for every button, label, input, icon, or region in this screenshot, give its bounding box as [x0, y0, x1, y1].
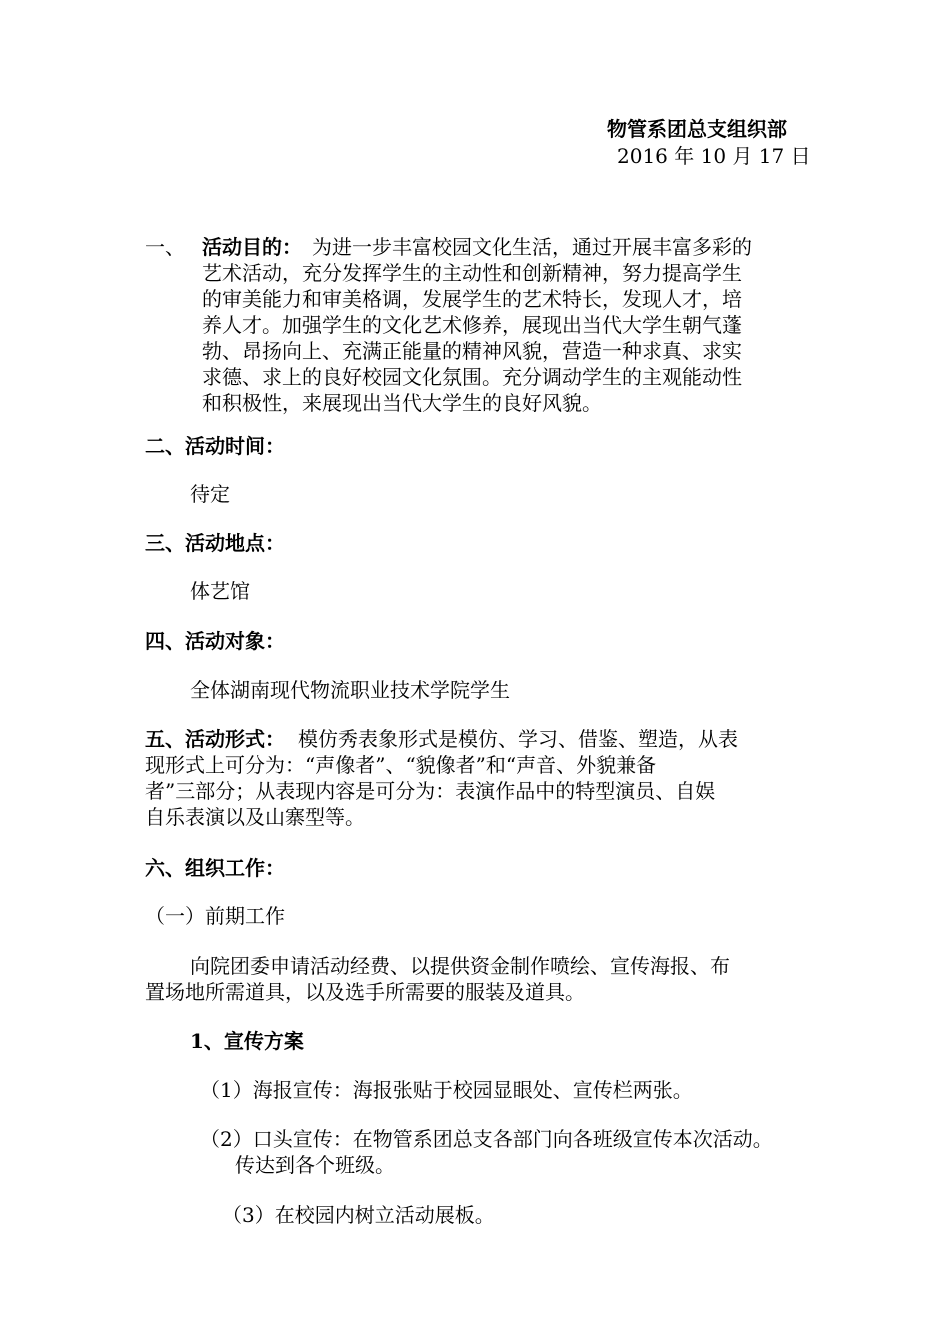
section1-line: 和积极性，来展现出当代大学生的良好风貌。	[202, 391, 602, 415]
section3-heading: 三、活动地点：	[145, 531, 285, 555]
section4-content: 全体湖南现代物流职业技术学院学生	[190, 678, 510, 702]
section1-line: 养人才。加强学生的文化艺术修养，展现出当代大学生朝气蓬	[202, 313, 742, 337]
section1-line: 勃、昂扬向上、充满正能量的精神风貌，营造一种求真、求实	[202, 339, 742, 363]
subsection-prep-work: （一）前期工作	[145, 904, 285, 928]
section1-line: 艺术活动，充分发挥学生的主动性和创新精神，努力提高学生	[202, 261, 742, 285]
department-name: 物管系团总支组织部	[607, 117, 787, 141]
section1-line: 的审美能力和审美格调，发展学生的艺术特长，发现人才，培	[202, 287, 742, 311]
section1-line: 求德、求上的良好校园文化氛围。充分调动学生的主观能动性	[202, 365, 742, 389]
section5-line: 自乐表演以及山寨型等。	[145, 805, 365, 829]
publicity-item-verbal: （2）口头宣传：在物管系团总支各部门向各班级宣传本次活动。	[200, 1127, 773, 1151]
section6-heading: 六、组织工作：	[145, 856, 285, 880]
publicity-plan-heading: 1、宣传方案	[190, 1029, 304, 1053]
section1-label: 活动目的：	[202, 235, 302, 259]
publicity-item-board: （3）在校园内树立活动展板。	[222, 1203, 495, 1227]
section3-content: 体艺馆	[190, 579, 250, 603]
section5-line: 者”三部分；从表现内容是可分为：表演作品中的特型演员、自娱	[145, 779, 716, 803]
section5-line: 现形式上可分为：“声像者”、“貌像者”和“声音、外貌兼备	[145, 753, 657, 777]
section5-label: 五、活动形式：	[145, 727, 285, 751]
document-date: 2016 年 10 月 17 日	[617, 144, 811, 168]
publicity-item-verbal-cont: 传达到各个班级。	[235, 1153, 395, 1177]
prep-work-line: 向院团委申请活动经费、以提供资金制作喷绘、宣传海报、布	[190, 954, 730, 978]
prep-work-line: 置场地所需道具，以及选手所需要的服装及道具。	[145, 980, 585, 1004]
section1-number: 一、	[145, 235, 185, 259]
publicity-item-poster: （1）海报宣传：海报张贴于校园显眼处、宣传栏两张。	[200, 1078, 693, 1102]
section1-line: 为进一步丰富校园文化生活，通过开展丰富多彩的	[312, 235, 752, 259]
section2-content: 待定	[190, 482, 230, 506]
section2-heading: 二、活动时间：	[145, 434, 285, 458]
section5-line: 模仿秀表象形式是模仿、学习、借鉴、塑造，从表	[298, 727, 738, 751]
section4-heading: 四、活动对象：	[145, 629, 285, 653]
